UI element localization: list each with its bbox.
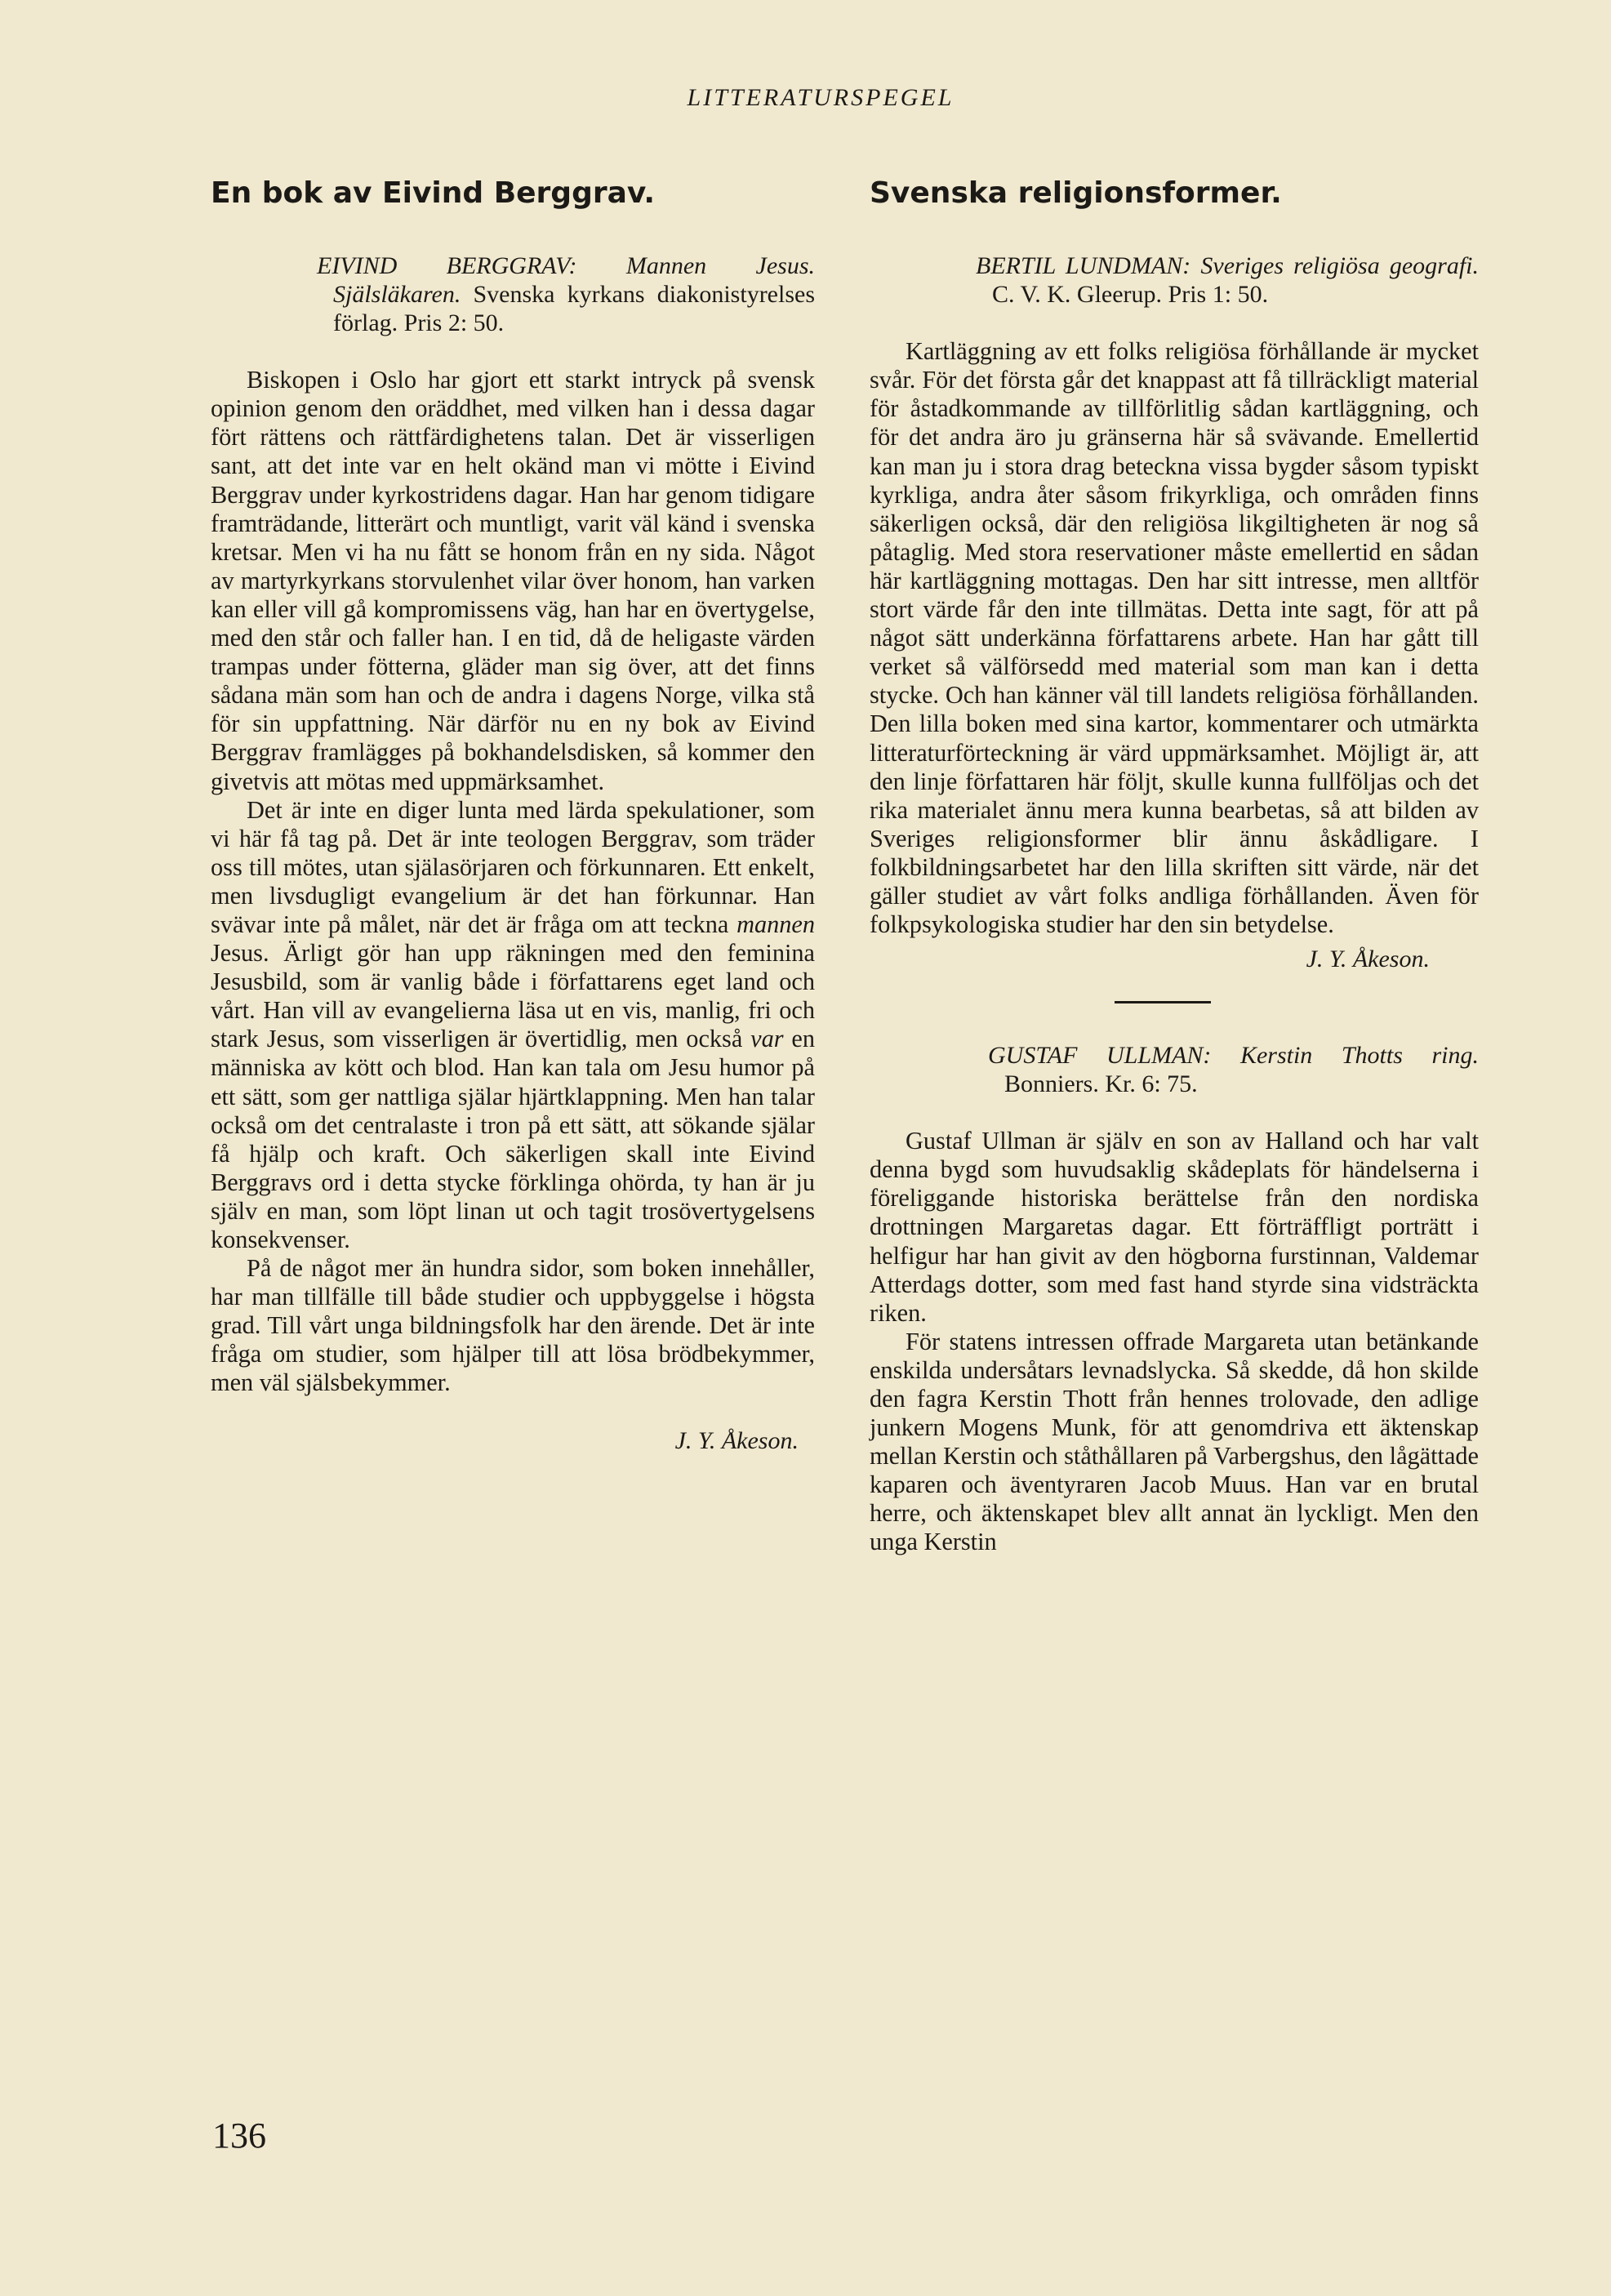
left-paragraph-1: Biskopen i Oslo har gjort ett starkt intryck på svensk opinion genom den oräddhet, med vilken han i dessa dagar fört rättens och rättfärdighetens talan. Det är visserligen sant, att det inte var en helt okänd man vi mötte i Eivind Berggrav under kyrkostridens dagar. Han har genom tidigare framträdande, litterärt och muntligt, varit väl känd i svenska kretsar. Men vi ha nu fått se honom från en ny sida. Något av martyrkyrkans storvulenhet vilar över honom, han varken kan eller vill gå kompromissens väg, han har en övertygelse, med den står och faller han. I en tid, då de heligaste värden trampas under fötterna, gläder man sig över, att det finns sådana män som han och de andra i dagens Norge, vilka stå för sin uppfattning. När därför nu en ny bok av Eivind Berggrav framlägges på bokhandelsdisken, så kommer den givetvis att mötas med uppmärksamhet. (211, 366, 815, 795)
right-paragraph-2: Gustaf Ullman är själv en son av Halland och har valt denna bygd som huvudsaklig skådeplats för händelserna i föreliggande historiska berättelse från den nordiska drottningen Margaretas dagar. Ett förträffligt porträtt i helfigur har han givit av den högborna furstinnan, Valdemar Atterdags dotter, som med fast hand styrde sina vidsträckta riken. (870, 1127, 1479, 1327)
right-signature: J. Y. Åkeson. (1306, 946, 1430, 973)
right-paragraph-1: Kartläggning av ett folks religiösa förhållande är mycket svår. För det första går det knappast att få tillräckligt material för åstadkommande av tillförlitlig sådan kartläggning, och för det andra äro ju gränserna här så svävande. Emellertid kan man ju i stora drag beteckna vissa bygder såsom typiskt kyrkliga, andra åter såsom frikyrkliga, och områden finns säkerligen också, där den religiösa likgiltigheten är nog så påtaglig. Med stora reservationer måste emellertid en sådan här kartläggning mottagas. Den har sitt intresse, men alltför stort värde får den inte tillmätas. Detta inte sagt, för att på något sätt underkänna författarens arbete. Han har gått till verket så välförsedd med material som man kan i detta stycke. Och han känner väl till landets religiösa förhållanden. Den lilla boken med sina kartor, kommentarer och utmärkta litteraturförteckning är värd uppmärksamhet. Möjligt är, att den linje författaren här följt, skulle kunna fullföljas och det rika materialet ännu mera kunna bearbetas, så att bilden av Sveriges religionsformer blir ännu åskådligare. I folkbildningsarbetet har den lilla skriften sitt värde, när det gäller studiet av vårt folks andliga förhållanden. Även för folkpsykologiska studier har den sin betydelse. (870, 337, 1479, 939)
section-divider (1115, 1001, 1211, 1003)
left-section-title: En bok av Eivind Berggrav. (211, 176, 656, 210)
left-paragraph-2-em2: var (750, 1025, 784, 1053)
citation-publisher: C. V. K. Gleerup. Pris 1: 50. (992, 281, 1269, 309)
left-paragraph-2-b: Jesus. Ärligt gör han upp räkningen med den feminina Jesusbild, som är vanlig både i författarens eget land och vårt. Han vill av evangelierna läsa ut en vis, manlig, fri och stark Jesus, som visserligen är övertidlig, men också (211, 939, 815, 1053)
left-paragraph-2-em1: mannen (737, 910, 815, 938)
right-paragraph-3: För statens intressen offrade Margareta utan betänkande enskilda undersåtars levnadslycka. Så skedde, då hon skilde den fagra Kerstin Thott från hennes trolovade, den adlige junkern Mogens Munk, för att genomdriva ett äktenskap mellan Kerstin och ståthållaren på Varbergshus, den lågättade kaparen och äventyraren Jacob Muus. Han var en brutal herre, och äktenskapet blev allt annat än lyckligt. Men den unga Kerstin (870, 1327, 1479, 1556)
running-head: LITTERATURSPEGEL (687, 84, 955, 111)
left-signature: J. Y. Åkeson. (674, 1426, 799, 1454)
left-column (211, 176, 815, 1455)
citation-publisher: Bonniers. Kr. 6: 75. (1004, 1070, 1198, 1098)
right-citation-2 (988, 1041, 1479, 1098)
citation-author: EIVIND BERGGRAV: (317, 252, 577, 280)
citation-author: BERTIL LUNDMAN: (976, 252, 1191, 280)
citation-title: Sveriges religiösa geografi. (1200, 252, 1479, 280)
citation-publisher: Svenska kyrkans diakonistyrelses förlag. Pris 2: 50. (333, 281, 816, 337)
citation-author: GUSTAF ULLMAN: (988, 1042, 1212, 1070)
left-paragraph-2 (211, 796, 815, 1255)
citation-title: Mannen Jesus. Själsläkaren. (333, 252, 815, 309)
right-citation (976, 251, 1479, 309)
right-column (870, 176, 1479, 1557)
citation-title: Kerstin Thotts ring. (1239, 1042, 1479, 1070)
right-section-title: Svenska religionsformer. (870, 176, 1282, 210)
left-paragraph-2-c: en människa av kött och blod. Han kan tala om Jesu humor på ett sätt, som ger nattliga själar hjärtklappning. Men han talar också om det centralaste i tron på ett sätt, att sökande själar få hjälp och kraft. Och säkerligen skall inte Eivind Berggravs ord i detta stycke förklinga ohörda, ty han är ju själv en man, som löpt linan ut och tagit trosövertygelsens konsekvenser. (211, 1025, 815, 1253)
left-paragraph-2-a: Det är inte en diger lunta med lärda spekulationer, som vi här få tag på. Det är inte teologen Berggrav, som träder oss till mötes, utan själasörjaren och förkunnaren. Ett enkelt, men livsdugligt evangelium är det han förkunnar. Han svävar inte på målet, när det är fråga om att teckna (211, 795, 815, 938)
left-citation (317, 251, 816, 337)
page-number: 136 (212, 2116, 266, 2156)
left-paragraph-3: På de något mer än hundra sidor, som boken innehåller, har man tillfälle till både studier och uppbyggelse i högsta grad. Till vårt unga bildningsfolk har den ärende. Det är inte fråga om studier, som hjälper till att lösa brödbekymmer, men väl själsbekymmer. (211, 1254, 815, 1397)
